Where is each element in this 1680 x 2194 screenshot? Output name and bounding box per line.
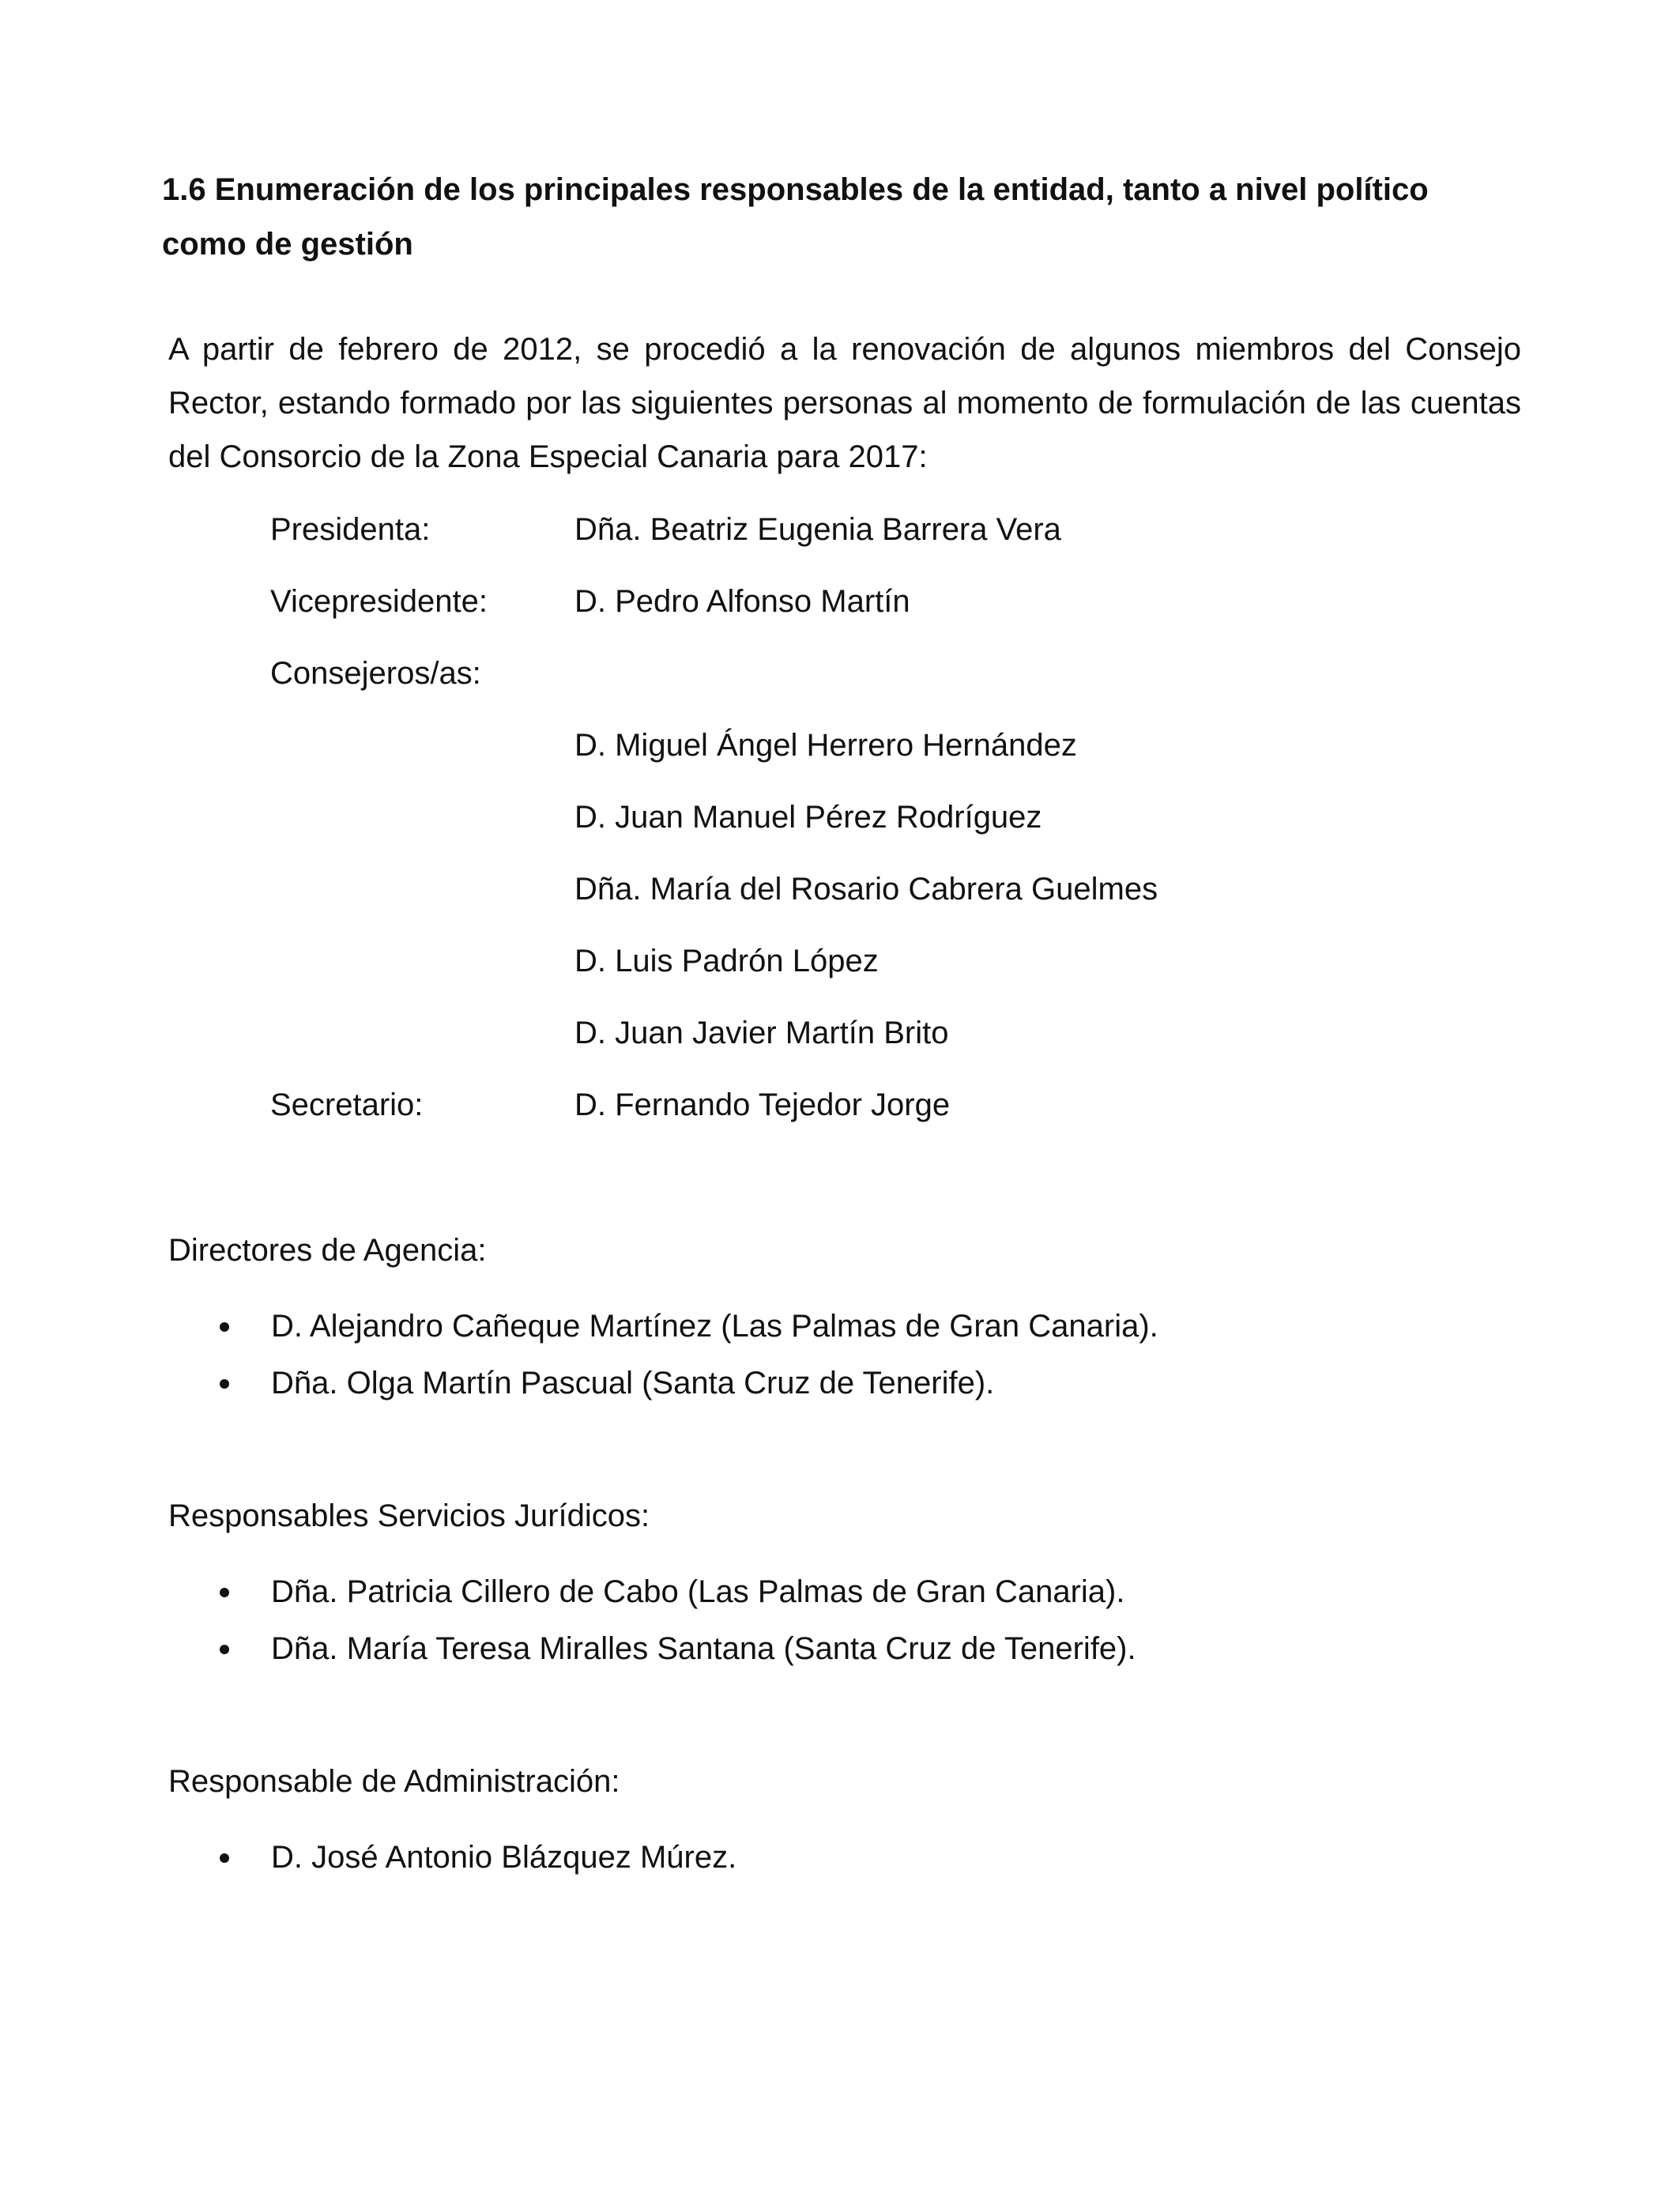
admin-label: Responsable de Administración: bbox=[168, 1764, 620, 1799]
list-item-text: Dña. Patricia Cillero de Cabo (Las Palmas de Gran Canaria). bbox=[271, 1574, 1125, 1609]
council-row bbox=[270, 720, 1377, 792]
council-member: D. Pedro Alfonso Martín bbox=[574, 584, 910, 619]
legal-list bbox=[168, 1566, 1136, 1680]
council-row bbox=[270, 576, 1377, 648]
list-item-text: D. José Antonio Blázquez Múrez. bbox=[271, 1840, 737, 1875]
council-row bbox=[270, 792, 1377, 864]
council-member: D. Miguel Ángel Herrero Hernández bbox=[574, 728, 1077, 763]
legal-label: Responsables Servicios Jurídicos: bbox=[168, 1498, 650, 1533]
council-row bbox=[270, 648, 1377, 720]
council-row bbox=[270, 504, 1377, 576]
bullet-icon bbox=[220, 1322, 229, 1332]
council-member: D. Fernando Tejedor Jorge bbox=[574, 1088, 951, 1122]
council-role: Presidenta: bbox=[270, 512, 431, 547]
directors-label: Directores de Agencia: bbox=[168, 1233, 487, 1268]
list-item-text: D. Alejandro Cañeque Martínez (Las Palmas de Gran Canaria). bbox=[271, 1309, 1158, 1344]
list-item bbox=[168, 1623, 1136, 1680]
bullet-icon bbox=[220, 1853, 229, 1863]
section-heading: 1.6 Enumeración de los principales responsables de la entidad, tanto a nivel político como de gestión bbox=[162, 172, 1429, 262]
list-item bbox=[168, 1301, 1158, 1358]
list-item-text: Dña. María Teresa Miralles Santana (Santa Cruz de Tenerife). bbox=[271, 1631, 1136, 1666]
council-role: Secretario: bbox=[270, 1088, 424, 1122]
list-item bbox=[168, 1566, 1136, 1623]
council-member: Dña. María del Rosario Cabrera Guelmes bbox=[574, 872, 1158, 907]
council-list bbox=[270, 504, 1377, 1152]
list-item bbox=[168, 1832, 736, 1889]
list-item-text: Dña. Olga Martín Pascual (Santa Cruz de Tenerife). bbox=[271, 1366, 995, 1400]
directors-list bbox=[168, 1301, 1158, 1415]
admin-list bbox=[168, 1832, 736, 1889]
bullet-icon bbox=[220, 1645, 229, 1654]
council-row bbox=[270, 864, 1377, 936]
list-item bbox=[168, 1358, 1158, 1415]
council-row bbox=[270, 936, 1377, 1008]
council-member: Dña. Beatriz Eugenia Barrera Vera bbox=[574, 512, 1061, 547]
council-member: D. Juan Javier Martín Brito bbox=[574, 1016, 949, 1050]
council-role: Vicepresidente: bbox=[270, 584, 488, 619]
council-role: Consejeros/as: bbox=[270, 656, 481, 691]
intro-paragraph: A partir de febrero de 2012, se procedió a la renovación de algunos miembros del Consejo Rector, estando formado por las siguientes personas al momento de formulación de las cuentas del Consorcio de la Zona Especial Canaria para 2017: bbox=[168, 332, 1521, 474]
council-row bbox=[270, 1080, 1377, 1152]
council-member: D. Juan Manuel Pérez Rodríguez bbox=[574, 800, 1042, 835]
bullet-icon bbox=[220, 1588, 229, 1597]
council-member: D. Luis Padrón López bbox=[574, 944, 879, 978]
council-row bbox=[270, 1008, 1377, 1080]
bullet-icon bbox=[220, 1379, 229, 1389]
